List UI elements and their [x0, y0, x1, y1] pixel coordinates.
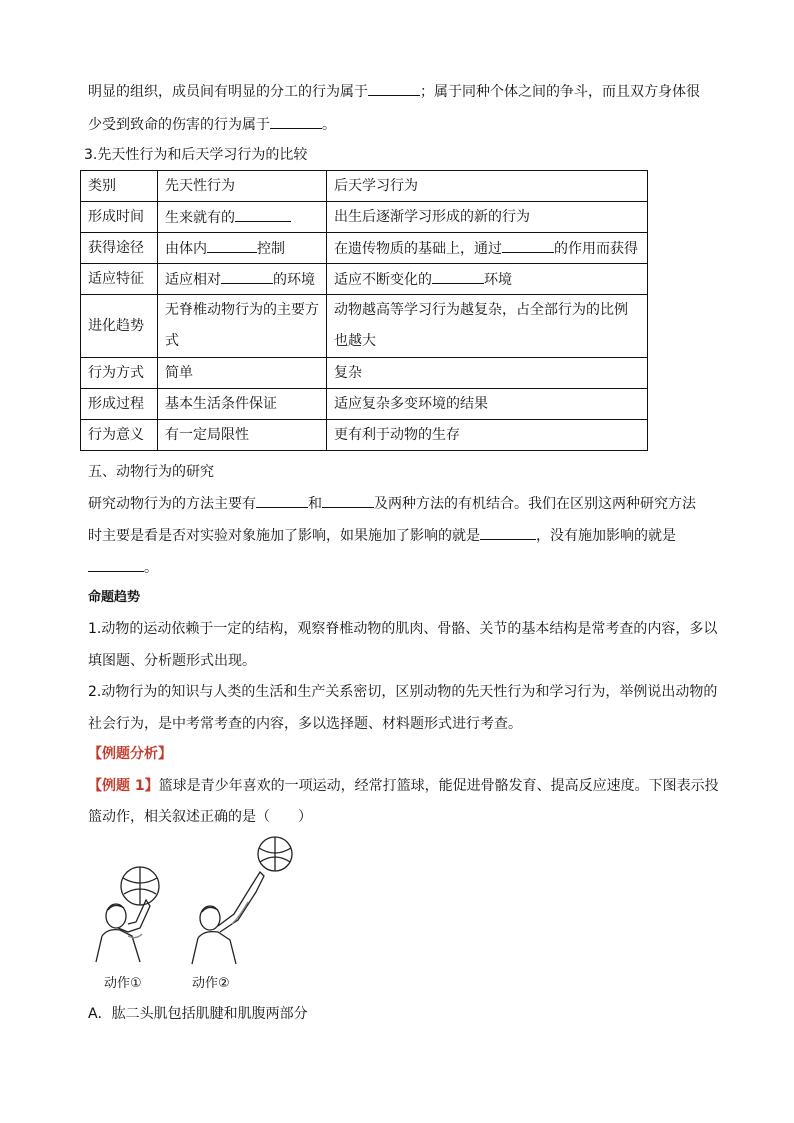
header-cell: 后天学习行为: [327, 171, 648, 202]
caption-action-1: 动作①: [104, 976, 142, 991]
table-row: 行为意义 有一定局限性 更有利于动物的生存: [81, 420, 648, 451]
shooting-illustration: [88, 836, 308, 966]
table-row: 获得途径 由体内 控制 在遗传物质的基础上，通过 的作用而获得: [81, 233, 648, 264]
header-cell: 类别: [81, 171, 158, 202]
table-row: 形成过程 基本生活条件保证 适应复杂多变环境的结果: [81, 389, 648, 420]
section5-line-2: 时主要是看是否对实验对象施加了影响，如果施加了影响的就是 ，没有施加影响的就是: [88, 524, 708, 547]
example-section-label: 【例题分析】: [88, 746, 172, 762]
example-question-line2: 篮动作，相关叙述正确的是（ ）: [88, 809, 312, 825]
header-cell: 先天性行为: [158, 171, 327, 202]
example-question-line1: 【例题 1】篮球是青少年喜欢的一项运动，经常打篮球，能促进骨骼发育、提高反应速度。下图表示投: [88, 778, 719, 794]
blank: [368, 80, 420, 96]
section5-line-3: 。: [88, 556, 708, 579]
trend-p2-line1: 2.动物行为的知识与人类的生活和生产关系密切，区别动物的先天性行为和学习行为，举例说出动物的: [88, 684, 718, 700]
table-row: 适应特征 适应相对 的环境 适应不断变化的 环境: [81, 264, 648, 295]
option-a[interactable]: A．肱二头肌包括肌腱和肌腹两部分: [88, 1006, 308, 1022]
section5-title: 五、动物行为的研究: [88, 464, 214, 480]
basketball-figure: [88, 836, 308, 996]
table-header-row: [81, 171, 648, 202]
caption-action-2: 动作②: [192, 976, 230, 991]
trend-p1-line2: 填图题、分析题形式出现。: [88, 653, 256, 669]
trend-p1-line1: 1.动物的运动依赖于一定的结构，观察脊椎动物的肌肉、骨骼、关节的基本结构是常考查的内容，多以: [88, 621, 718, 637]
trend-p2-line2: 社会行为，是中考常考查的内容，多以选择题、材料题形式进行考查。: [88, 716, 522, 732]
trend-title: 命题趋势: [88, 590, 141, 605]
player-2-arm: [218, 872, 264, 932]
table-row: 行为方式 简单 复杂: [81, 358, 648, 389]
blank: [270, 113, 322, 129]
table-row: 形成时间 生来就有的 出生后逐渐学习形成的新的行为: [81, 202, 648, 233]
table-row: 进化趋势 无脊椎动物行为的主要方式 动物越高等学习行为越复杂，占全部行为的比例也越大: [81, 295, 648, 358]
intro-line-2: 少受到致命的伤害的行为属于 。: [88, 113, 708, 136]
section3-title: 3.先天性行为和后天学习行为的比较: [84, 147, 308, 163]
section5-line-1: 研究动物行为的方法主要有 和 及两种方法的有机结合。我们在区别这两种研究方法: [88, 492, 708, 515]
example-tag: 【例题 1】: [88, 778, 159, 794]
comparison-table: [80, 170, 648, 451]
intro-line-1: 明显的组织，成员间有明显的分工的行为属于 ；属于同种个体之间的争斗，而且双方身体很: [88, 80, 708, 103]
